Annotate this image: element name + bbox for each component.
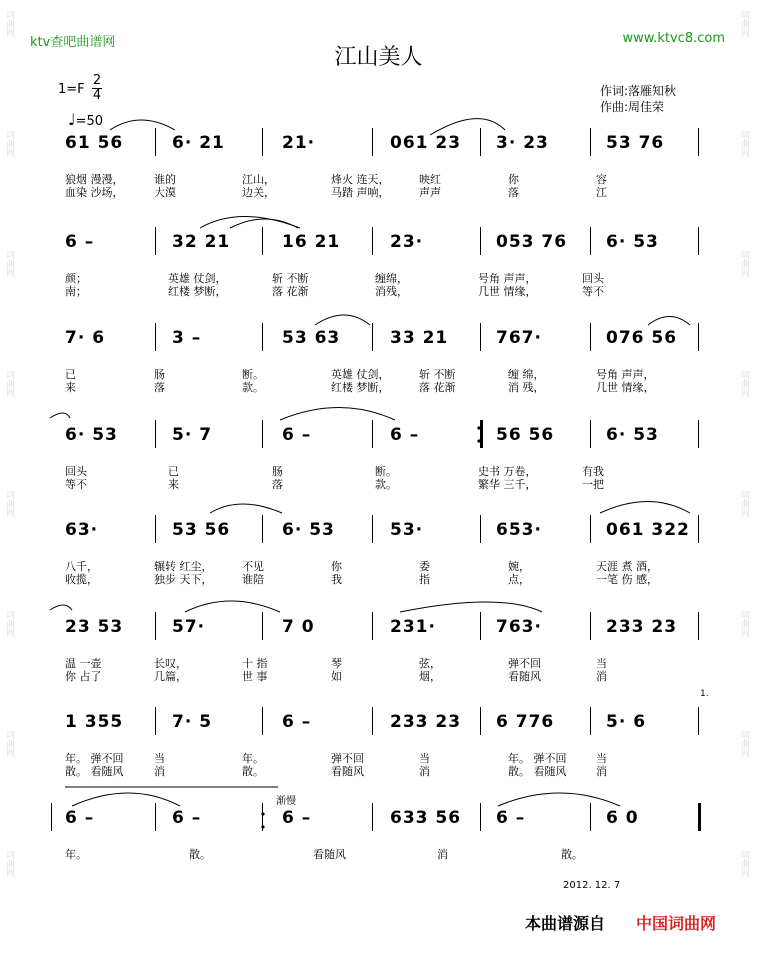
watermark-text: 词曲网 bbox=[739, 130, 749, 157]
lyric-text: 散。 bbox=[242, 765, 264, 778]
measure-notes: 6 – bbox=[496, 808, 526, 828]
slur bbox=[400, 602, 542, 612]
slur bbox=[50, 605, 72, 610]
measure-notes: 53 63 bbox=[282, 328, 341, 348]
lyric-text: 款。 bbox=[242, 381, 264, 394]
lyric-text: 你 bbox=[331, 560, 342, 573]
lyric-text: 长叹， bbox=[154, 657, 187, 670]
lyric-text: 断。 bbox=[375, 465, 397, 478]
lyric-text: 消 bbox=[596, 670, 607, 683]
measure-notes: 53· bbox=[390, 520, 424, 540]
lyric-text: 十 指 bbox=[242, 657, 268, 670]
lyric-text: 独步 天下， bbox=[154, 573, 213, 586]
lyric-text: 散。 看随风 bbox=[508, 765, 567, 778]
watermark-text: 词曲网 bbox=[4, 730, 14, 757]
lyric-text: 烟， bbox=[419, 670, 441, 683]
lyric-text: 马踏 声响， bbox=[331, 186, 390, 199]
slur bbox=[648, 317, 690, 326]
measure-notes: 6 – bbox=[65, 808, 95, 828]
lyric-text: 谁的 bbox=[154, 173, 176, 186]
lyric-text: 弹不回 bbox=[331, 752, 364, 765]
lyric-text: 散。 看随风 bbox=[65, 765, 124, 778]
lyric-text: 消 bbox=[154, 765, 165, 778]
slur bbox=[210, 504, 282, 513]
measure-notes: 6· 53 bbox=[606, 425, 659, 445]
lyric-text: 英雄 仗剑， bbox=[331, 368, 390, 381]
time-denominator: 4 bbox=[92, 88, 102, 103]
source-site-link[interactable]: 中国词曲网 bbox=[636, 914, 717, 933]
volta-number: 1. bbox=[700, 689, 709, 699]
lyric-text: 琴 bbox=[331, 657, 342, 670]
source-label: 本曲谱源自 bbox=[525, 914, 606, 933]
measure-notes: 6· 53 bbox=[282, 520, 335, 540]
lyric-text: 斩 不断 bbox=[272, 272, 309, 285]
lyric-text: 点， bbox=[508, 573, 530, 586]
watermark-text: 词曲网 bbox=[739, 610, 749, 637]
measure-notes: 61 56 bbox=[65, 133, 124, 153]
watermark-text: 词曲网 bbox=[4, 370, 14, 397]
measure-notes: 32 21 bbox=[172, 232, 231, 252]
lyric-text: 斩 不断 bbox=[419, 368, 456, 381]
lyric-text: 映红 bbox=[419, 173, 441, 186]
measure-notes: 21· bbox=[282, 133, 316, 153]
measure-notes: 6 – bbox=[65, 232, 95, 252]
measure-notes: 23· bbox=[390, 232, 424, 252]
lyric-text: 声声 bbox=[419, 186, 441, 199]
lyric-text: 肠 bbox=[272, 465, 283, 478]
measure-notes: 633 56 bbox=[390, 808, 462, 828]
measure-notes: 6 776 bbox=[496, 712, 555, 732]
measure-notes: 061 322 bbox=[606, 520, 690, 540]
lyric-text: 几世 情缘， bbox=[596, 381, 655, 394]
measure-notes: 7· 5 bbox=[172, 712, 213, 732]
time-numerator: 2 bbox=[92, 73, 102, 88]
measure-notes: 6· 53 bbox=[65, 425, 118, 445]
composer-credit: 作曲:周佳荣 bbox=[600, 100, 665, 114]
lyric-text: 不见 bbox=[242, 560, 264, 573]
lyric-text: 你 占了 bbox=[65, 670, 102, 683]
lyric-text: 当 bbox=[596, 657, 607, 670]
lyric-text: 来 bbox=[168, 478, 179, 491]
key-signature: 1=F bbox=[58, 82, 85, 97]
lyric-text: 天涯 煮 酒， bbox=[596, 560, 658, 573]
site-link-left[interactable]: ktv查吧曲谱网 bbox=[30, 35, 116, 50]
measure-notes: 6 – bbox=[282, 808, 312, 828]
lyric-text: 落 bbox=[272, 478, 283, 491]
watermark-text: 词曲网 bbox=[4, 130, 14, 157]
lyric-text: 指 bbox=[419, 573, 430, 586]
repeat-dot bbox=[477, 426, 480, 429]
lyric-text: 史书 万卷， bbox=[478, 465, 537, 478]
slur bbox=[315, 315, 370, 325]
lyric-text: 散。 bbox=[561, 848, 583, 861]
measure-notes: 53 56 bbox=[172, 520, 231, 540]
date: 2012. 12. 7 bbox=[563, 880, 621, 891]
slur bbox=[230, 219, 298, 228]
lyric-text: 弦， bbox=[419, 657, 441, 670]
lyric-text: 落 花渐 bbox=[419, 381, 456, 394]
lyric-text: 号角 声声， bbox=[478, 272, 537, 285]
lyric-text: 几世 情缘， bbox=[478, 285, 537, 298]
measure-notes: 6· 53 bbox=[606, 232, 659, 252]
measure-notes: 63· bbox=[65, 520, 99, 540]
measure-notes: 5· 6 bbox=[606, 712, 647, 732]
slur bbox=[600, 502, 690, 514]
measure-notes: 233 23 bbox=[390, 712, 462, 732]
lyric-text: 辗转 红尘， bbox=[154, 560, 213, 573]
lyric-text: 谁陪 bbox=[242, 573, 264, 586]
measure-notes: 6· 21 bbox=[172, 133, 225, 153]
watermark-text: 词曲网 bbox=[739, 730, 749, 757]
measure-notes: 1 355 bbox=[65, 712, 124, 732]
lyric-text: 当 bbox=[596, 752, 607, 765]
lyric-text: 一把 bbox=[582, 478, 604, 491]
watermark-text: 词曲网 bbox=[4, 10, 14, 37]
lyric-text: 回头 bbox=[582, 272, 604, 285]
lyric-text: 血染 沙场， bbox=[65, 186, 124, 199]
slur bbox=[430, 119, 505, 135]
lyric-text: 散。 bbox=[189, 848, 211, 861]
lyric-text: 年。 bbox=[242, 752, 264, 765]
watermark-text: 词曲网 bbox=[4, 850, 14, 877]
watermark-text: 词曲网 bbox=[739, 250, 749, 277]
lyric-text: 等不 bbox=[65, 478, 87, 491]
lyric-text: 缠绵， bbox=[375, 272, 408, 285]
lyric-text: 容 bbox=[596, 173, 607, 186]
watermark-text: 词曲网 bbox=[739, 490, 749, 517]
lyric-text: 颜； bbox=[65, 272, 87, 285]
slur bbox=[72, 793, 180, 806]
lyricist-credit: 作词:落雁知秋 bbox=[600, 84, 677, 98]
repeat-dot bbox=[261, 812, 264, 815]
lyric-text: 收揽， bbox=[65, 573, 98, 586]
lyric-text: 当 bbox=[154, 752, 165, 765]
lyric-text: 已 bbox=[168, 465, 179, 478]
measure-notes: 3 – bbox=[172, 328, 202, 348]
tempo-value: =50 bbox=[75, 114, 103, 129]
lyric-text: 弹不回 bbox=[508, 657, 541, 670]
lyric-text: 八千， bbox=[65, 560, 98, 573]
lyric-text: 南； bbox=[65, 285, 87, 298]
measure-notes: 076 56 bbox=[606, 328, 678, 348]
watermark-text: 词曲网 bbox=[4, 250, 14, 277]
measure-notes: 653· bbox=[496, 520, 542, 540]
measure-notes: 3· 23 bbox=[496, 133, 549, 153]
lyric-text: 回头 bbox=[65, 465, 87, 478]
lyric-text: 看随风 bbox=[313, 848, 346, 861]
measure-notes: 6 0 bbox=[606, 808, 639, 828]
lyric-text: 消残， bbox=[375, 285, 408, 298]
measure-notes: 6 – bbox=[390, 425, 420, 445]
measure-notes: 7· 6 bbox=[65, 328, 106, 348]
measure-notes: 7 0 bbox=[282, 617, 315, 637]
lyric-text: 落 花渐 bbox=[272, 285, 309, 298]
lyric-text: 我 bbox=[331, 573, 342, 586]
measure-notes: 231· bbox=[390, 617, 436, 637]
measure-notes: 767· bbox=[496, 328, 542, 348]
lyric-text: 大漠 bbox=[154, 186, 176, 199]
lyric-text: 肠 bbox=[154, 368, 165, 381]
measure-notes: 23 53 bbox=[65, 617, 124, 637]
measure-notes: 061 23 bbox=[390, 133, 462, 153]
lyric-text: 年。 bbox=[65, 848, 87, 861]
site-link-right[interactable]: www.ktvc8.com bbox=[622, 31, 725, 46]
lyric-text: 红楼 梦断， bbox=[331, 381, 390, 394]
lyric-text: 繁华 三千， bbox=[478, 478, 537, 491]
lyric-text: 烽火 连天， bbox=[331, 173, 390, 186]
measure-notes: 233 23 bbox=[606, 617, 678, 637]
measure-notes: 5· 7 bbox=[172, 425, 213, 445]
lyric-text: 世 事 bbox=[242, 670, 268, 683]
measure-notes: 6 – bbox=[172, 808, 202, 828]
lyric-text: 边关， bbox=[242, 186, 275, 199]
quarter-note-icon: ♩ bbox=[68, 110, 76, 129]
lyric-text: 婉， bbox=[508, 560, 530, 573]
lyric-text: 狼烟 漫漫， bbox=[65, 173, 124, 186]
measure-notes: 56 56 bbox=[496, 425, 555, 445]
lyric-text: 你 bbox=[508, 173, 519, 186]
lyric-text: 有我 bbox=[582, 465, 604, 478]
measure-notes: 33 21 bbox=[390, 328, 449, 348]
watermark-text: 词曲网 bbox=[739, 850, 749, 877]
lyric-text: 消 bbox=[419, 765, 430, 778]
lyric-text: 缠 绵， bbox=[508, 368, 545, 381]
watermark-text: 词曲网 bbox=[4, 610, 14, 637]
slur bbox=[498, 793, 620, 806]
measure-notes: 16 21 bbox=[282, 232, 341, 252]
watermark-text: 词曲网 bbox=[739, 370, 749, 397]
measure-notes: 57· bbox=[172, 617, 206, 637]
lyric-text: 江山， bbox=[242, 173, 275, 186]
lyric-text: 断。 bbox=[242, 368, 264, 381]
watermark-text: 词曲网 bbox=[4, 490, 14, 517]
song-title: 江山美人 bbox=[334, 45, 423, 70]
lyric-text: 一笔 伤 感， bbox=[596, 573, 658, 586]
lyric-text: 款。 bbox=[375, 478, 397, 491]
measure-notes: 6 – bbox=[282, 425, 312, 445]
lyric-text: 落 bbox=[154, 381, 165, 394]
lyric-text: 红楼 梦断， bbox=[168, 285, 227, 298]
lyric-text: 当 bbox=[419, 752, 430, 765]
lyric-text: 看随风 bbox=[508, 670, 541, 683]
lyric-text: 几篇， bbox=[154, 670, 187, 683]
lyric-text: 江 bbox=[596, 186, 607, 199]
measure-notes: 053 76 bbox=[496, 232, 568, 252]
lyric-text: 温 一壶 bbox=[65, 657, 102, 670]
lyric-text: 英雄 仗剑， bbox=[168, 272, 227, 285]
lyric-text: 落 bbox=[508, 186, 519, 199]
lyric-text: 号角 声声， bbox=[596, 368, 655, 381]
lyric-text: 看随风 bbox=[331, 765, 364, 778]
slur bbox=[280, 408, 395, 421]
slur bbox=[185, 601, 280, 612]
lyric-text: 如 bbox=[331, 670, 342, 683]
lyric-text: 年。 弹不回 bbox=[508, 752, 567, 765]
repeat-dot bbox=[477, 439, 480, 442]
lyric-text: 委 bbox=[419, 560, 430, 573]
measure-notes: 6 – bbox=[282, 712, 312, 732]
repeat-dot bbox=[261, 825, 264, 828]
lyric-text: 等不 bbox=[582, 285, 604, 298]
lyric-text: 消 bbox=[596, 765, 607, 778]
tempo-change-mark: 渐慢 bbox=[276, 796, 296, 807]
lyric-text: 已 bbox=[65, 368, 76, 381]
watermark-text: 词曲网 bbox=[739, 10, 749, 37]
lyric-text: 来 bbox=[65, 381, 76, 394]
lyric-text: 消 残， bbox=[508, 381, 545, 394]
lyric-text: 消 bbox=[437, 848, 448, 861]
slur bbox=[110, 120, 175, 130]
lyric-text: 年。 弹不回 bbox=[65, 752, 124, 765]
measure-notes: 53 76 bbox=[606, 133, 665, 153]
slur bbox=[50, 413, 70, 418]
measure-notes: 763· bbox=[496, 617, 542, 637]
